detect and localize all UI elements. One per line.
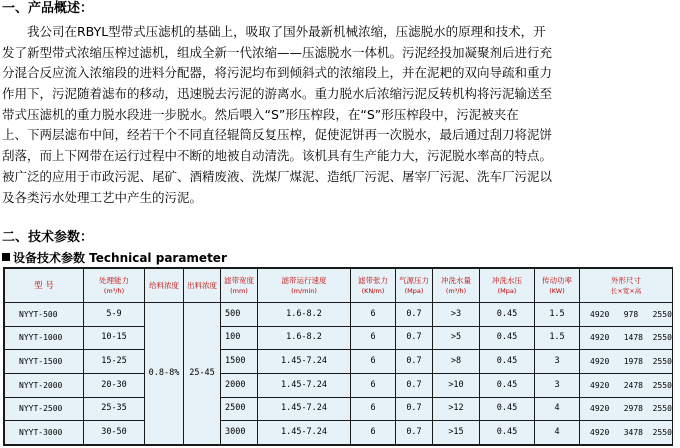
- cell-belt-tension: 6: [351, 398, 395, 421]
- cell-capacity: 25-35: [84, 398, 144, 421]
- table-title-text: 设备技术参数 Technical parameter: [13, 250, 227, 265]
- col-header-wash-water: 冲洗水量 (m³/h): [433, 269, 479, 302]
- paragraph-line: 分混合反应流入浓缩段的进料分配器，将污泥均布到倾斜式的浓缩段上，并在泥耙的双向导疏和重力: [2, 65, 553, 81]
- cell-dimensions: 4920 2478 2550: [580, 374, 672, 397]
- cell-capacity: 20-30: [84, 374, 144, 397]
- cell-drive-power: 4: [535, 421, 579, 444]
- cell-belt-tension: 6: [351, 303, 395, 326]
- cell-wash-pressure: 0.45: [480, 303, 534, 326]
- cell-model: NYYT-1500: [5, 350, 83, 373]
- cell-drive-power: 3: [535, 350, 579, 373]
- cell-air-pressure: 0.7: [396, 374, 432, 397]
- table-row: [5, 374, 672, 397]
- paragraph-line: 发了新型带式浓缩压榨过滤机，组成全新一代浓缩——压滤脱水一体机。污泥经投加凝聚剂后进行充: [2, 44, 553, 60]
- cell-belt-speed: 1.45-7.24: [258, 350, 350, 373]
- col-header-feed-concentration: 给料浓度: [145, 269, 183, 302]
- cell-wash-water: >8: [433, 350, 479, 373]
- spec-table: [4, 268, 673, 445]
- cell-capacity: 10-15: [84, 327, 144, 350]
- cell-belt-width: 3000: [221, 421, 257, 444]
- cell-model: NYYT-3000: [5, 421, 83, 444]
- col-header-capacity: 处理能力 (m³/h): [84, 269, 144, 302]
- paragraph-line: 我公司在RBYL型带式压滤机的基础上，吸取了国外最新机械浓缩，压滤脱水的原理和技术，开: [2, 24, 546, 39]
- paragraph-line: 被广泛的应用于市政污泥、尾矿、酒精废液、洗煤厂煤泥、造纸厂污泥、屠宰厂污泥、洗车厂污泥以: [2, 168, 553, 184]
- cell-belt-tension: 6: [351, 350, 395, 373]
- cell-air-pressure: 0.7: [396, 421, 432, 444]
- col-header-belt-width: 滤带宽度 (mm): [221, 269, 257, 302]
- cell-dimensions: 4920 978 2550: [580, 303, 672, 326]
- cell-wash-pressure: 0.45: [480, 327, 534, 350]
- cell-dimensions: 4920 1978 2550: [580, 350, 672, 373]
- paragraph-line: 及各类污水处理工艺中产生的污泥。: [2, 189, 203, 205]
- col-header-drive-power: 传动功率 (KW): [535, 269, 579, 302]
- col-header-model: 型 号: [5, 269, 83, 302]
- table-row: [5, 327, 672, 350]
- cell-belt-speed: 1.45-7.24: [258, 398, 350, 421]
- square-bullet-icon: [2, 253, 10, 261]
- cell-wash-pressure: 0.45: [480, 350, 534, 373]
- table-title: [2, 249, 227, 265]
- cell-belt-speed: 1.45-7.24: [258, 374, 350, 397]
- cell-wash-pressure: 0.45: [480, 421, 534, 444]
- cell-dimensions: 4920 3478 2550: [580, 421, 672, 444]
- cell-model: NYYT-1000: [5, 327, 83, 350]
- col-header-output-concentration: 出料浓度: [184, 269, 220, 302]
- section-heading-parameters: 二、技术参数：: [2, 230, 94, 245]
- section-heading-overview: 一、产品概述：: [2, 1, 94, 16]
- col-header-wash-pressure: 冲洗水压 (Mpa): [480, 269, 534, 302]
- cell-wash-pressure: 0.45: [480, 374, 534, 397]
- table-row: [5, 398, 672, 421]
- cell-capacity: 30-50: [84, 421, 144, 444]
- cell-belt-tension: 6: [351, 327, 395, 350]
- paragraph-line: 带式压滤机的重力脱水段进一步脱水。然后喂入“S”形压榨段，在“S”形压榨段中，污泥被夹在: [2, 106, 519, 122]
- cell-feed-concentration: 0.8-8%: [145, 303, 183, 444]
- cell-wash-water: >12: [433, 398, 479, 421]
- cell-drive-power: 4: [535, 398, 579, 421]
- table-row: [5, 350, 672, 373]
- cell-model: NYYT-2000: [5, 374, 83, 397]
- cell-wash-water: >5: [433, 327, 479, 350]
- cell-model: NYYT-500: [5, 303, 83, 326]
- cell-belt-width: 100: [221, 327, 257, 350]
- cell-model: NYYT-2500: [5, 398, 83, 421]
- cell-output-concentration: 25-45: [184, 303, 220, 444]
- cell-wash-water: >10: [433, 374, 479, 397]
- cell-belt-tension: 6: [351, 374, 395, 397]
- table-row: [5, 421, 672, 444]
- cell-drive-power: 3: [535, 374, 579, 397]
- table-header-row: [5, 269, 672, 302]
- spec-table-frame: [3, 267, 673, 446]
- paragraph-line: 刮落，而上下网带在运行过程中不断的地被自动清洗。该机具有生产能力大，污泥脱水率高的特点。: [2, 148, 553, 164]
- cell-drive-power: 1.5: [535, 327, 579, 350]
- overview-paragraph: [2, 22, 676, 208]
- cell-air-pressure: 0.7: [396, 303, 432, 326]
- table-row: [5, 303, 672, 326]
- cell-belt-width: 1500: [221, 350, 257, 373]
- cell-belt-speed: 1.6-8.2: [258, 327, 350, 350]
- cell-belt-speed: 1.45-7.24: [258, 421, 350, 444]
- cell-drive-power: 1.5: [535, 303, 579, 326]
- cell-wash-water: >15: [433, 421, 479, 444]
- col-header-dimensions: 外形尺寸 长×宽×高: [580, 269, 672, 302]
- col-header-belt-speed: 滤带运行速度 (m/min): [258, 269, 350, 302]
- cell-belt-width: 2000: [221, 374, 257, 397]
- cell-air-pressure: 0.7: [396, 350, 432, 373]
- cell-dimensions: 4920 1478 2550: [580, 327, 672, 350]
- cell-belt-width: 2500: [221, 398, 257, 421]
- cell-belt-speed: 1.6-8.2: [258, 303, 350, 326]
- cell-capacity: 15-25: [84, 350, 144, 373]
- cell-dimensions: 4920 2978 2550: [580, 398, 672, 421]
- cell-wash-water: >3: [433, 303, 479, 326]
- cell-belt-tension: 6: [351, 421, 395, 444]
- col-header-air-pressure: 气源压力 (Mpa): [396, 269, 432, 302]
- cell-air-pressure: 0.7: [396, 327, 432, 350]
- cell-air-pressure: 0.7: [396, 398, 432, 421]
- col-header-belt-tension: 滤带张力 (KN/m): [351, 269, 395, 302]
- cell-capacity: 5-9: [84, 303, 144, 326]
- paragraph-line: 上、下两层滤布中间，经若干个不同直径辊筒反复压榨，促使泥饼再一次脱水，最后通过刮刀将泥饼: [2, 127, 553, 143]
- paragraph-line: 作用下，污泥随着滤布的移动，迅速脱去污泥的游离水。重力脱水后浓缩污泥反转机构将污泥输送至: [2, 86, 553, 102]
- cell-belt-width: 500: [221, 303, 257, 326]
- cell-wash-pressure: 0.45: [480, 398, 534, 421]
